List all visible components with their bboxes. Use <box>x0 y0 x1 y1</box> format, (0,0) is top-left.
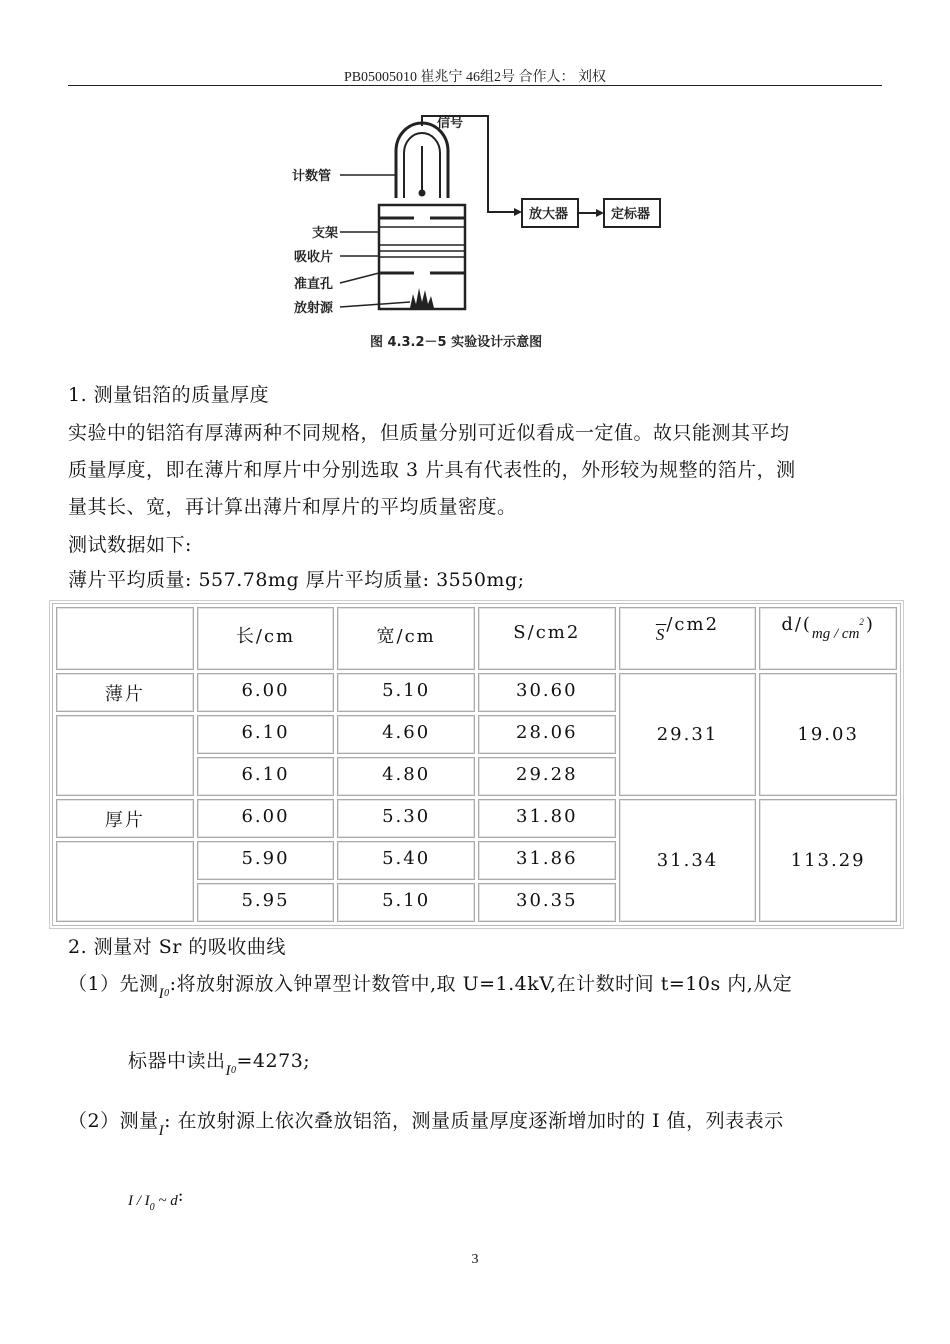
avg-area-symbol: $\overline{S}$ <box>655 625 667 644</box>
header-length: 长/cm <box>197 607 335 670</box>
step-1-cont-prefix: 标器中读出 <box>128 1050 226 1072</box>
section-1-heading: 1. 测量铝箔的质量厚度 <box>68 384 270 406</box>
group-name-thin: 薄片 <box>56 673 194 712</box>
cell-area: 31.80 <box>478 799 616 838</box>
mass-line: 薄片平均质量: 557.78mg 厚片平均质量: 3550mg; <box>68 569 525 591</box>
cell-length: 6.00 <box>197 673 335 712</box>
cell-density-thin: 19.03 <box>759 673 897 796</box>
scaler-label: 定标器 <box>611 207 651 222</box>
cell-width: 4.80 <box>337 757 475 796</box>
page-header: PB05005010 崔兆宁 46组2号 合作人： 刘权 <box>343 70 607 85</box>
table-header-row <box>56 607 897 670</box>
radiation-source <box>410 288 434 308</box>
cell-length: 5.90 <box>197 841 335 880</box>
header-avg-area <box>619 607 757 670</box>
group-blank <box>56 715 194 796</box>
page-number: 3 <box>471 1252 479 1267</box>
step-2-text: : 在放射源上依次叠放铝箔，测量质量厚度逐渐增加时的 I 值，列表表示 <box>164 1110 784 1132</box>
step-1-continuation <box>128 1046 311 1079</box>
density-prefix: d/( <box>781 614 812 635</box>
density-exponent: 2 <box>859 617 866 627</box>
cell-length: 5.95 <box>197 883 335 922</box>
header-area: S/cm2 <box>478 607 616 670</box>
step-2-symbol: I <box>158 1123 165 1139</box>
step-1-cont-subscript: 0 <box>231 1065 237 1076</box>
header-density <box>759 607 897 670</box>
step-2-prefix: （2）测量 <box>68 1110 159 1132</box>
support-label: 支架 <box>312 226 339 241</box>
figure-caption: 图 4.3.2－5 实验设计示意图 <box>370 335 543 350</box>
step-1-symbol: I <box>158 986 165 1002</box>
signal-wire <box>422 116 514 212</box>
cell-width: 5.40 <box>337 841 475 880</box>
signal-label: 信号 <box>437 116 464 131</box>
cell-length: 6.10 <box>197 757 335 796</box>
formula-part-a: I / I <box>128 1193 150 1209</box>
formula-part-b: ~ d <box>154 1193 178 1209</box>
section-1-line-1: 实验中的铝箔有厚薄两种不同规格，但质量分别可近似看成一定值。故只能测其平均 <box>68 422 790 444</box>
measurement-table <box>52 603 901 926</box>
cell-length: 6.00 <box>197 799 335 838</box>
step-1-cont-symbol: I <box>225 1063 232 1079</box>
header-blank <box>56 607 194 670</box>
density-suffix: ) <box>865 614 875 635</box>
data-intro: 测试数据如下: <box>68 534 192 556</box>
amplifier-label: 放大器 <box>529 207 569 222</box>
cell-length: 6.10 <box>197 715 335 754</box>
step-1-prefix: （1）先测 <box>68 973 159 995</box>
formula-colon: : <box>177 1186 184 1206</box>
cell-area: 30.35 <box>478 883 616 922</box>
cell-width: 5.30 <box>337 799 475 838</box>
table-row <box>56 673 897 712</box>
density-unit: mg / cm <box>811 626 860 642</box>
group-blank <box>56 841 194 922</box>
collimator-label: 准直孔 <box>294 277 334 292</box>
group-name-thick: 厚片 <box>56 799 194 838</box>
cell-width: 5.10 <box>337 673 475 712</box>
experiment-diagram <box>286 106 671 356</box>
source-label: 放射源 <box>294 301 334 316</box>
anode-dot <box>419 190 426 197</box>
section-2-heading: 2. 测量对 Sr 的吸收曲线 <box>68 936 286 958</box>
cell-density-thick: 113.29 <box>759 799 897 922</box>
table-row <box>56 799 897 838</box>
section-1-line-3: 量其长、宽，再计算出薄片和厚片的平均质量密度。 <box>68 496 517 518</box>
header-divider <box>68 85 882 86</box>
step-1-cont-value: =4273; <box>236 1050 311 1072</box>
cell-width: 5.10 <box>337 883 475 922</box>
cell-avg-area-thin: 29.31 <box>619 673 757 796</box>
formula-subscript: 0 <box>149 1202 155 1213</box>
avg-area-unit: /cm2 <box>666 614 720 635</box>
step-2-line <box>68 1106 784 1139</box>
formula-line <box>128 1186 184 1213</box>
cell-area: 31.86 <box>478 841 616 880</box>
section-1-line-2: 质量厚度，即在薄片和厚片中分别选取 3 片具有代表性的，外形较为规整的箔片，测 <box>68 459 796 481</box>
step-1-subscript: 0 <box>164 988 170 999</box>
step-1-text: :将放射源放入钟罩型计数管中,取 U=1.4kV,在计数时间 t=10s 内,从定 <box>169 973 793 995</box>
step-1-line <box>68 969 793 1002</box>
cell-area: 28.06 <box>478 715 616 754</box>
cell-area: 29.28 <box>478 757 616 796</box>
cell-width: 4.60 <box>337 715 475 754</box>
header-width: 宽/cm <box>337 607 475 670</box>
absorber-label: 吸收片 <box>294 250 334 265</box>
cell-area: 30.60 <box>478 673 616 712</box>
cell-avg-area-thick: 31.34 <box>619 799 757 922</box>
counter-tube-label: 计数管 <box>292 169 332 184</box>
